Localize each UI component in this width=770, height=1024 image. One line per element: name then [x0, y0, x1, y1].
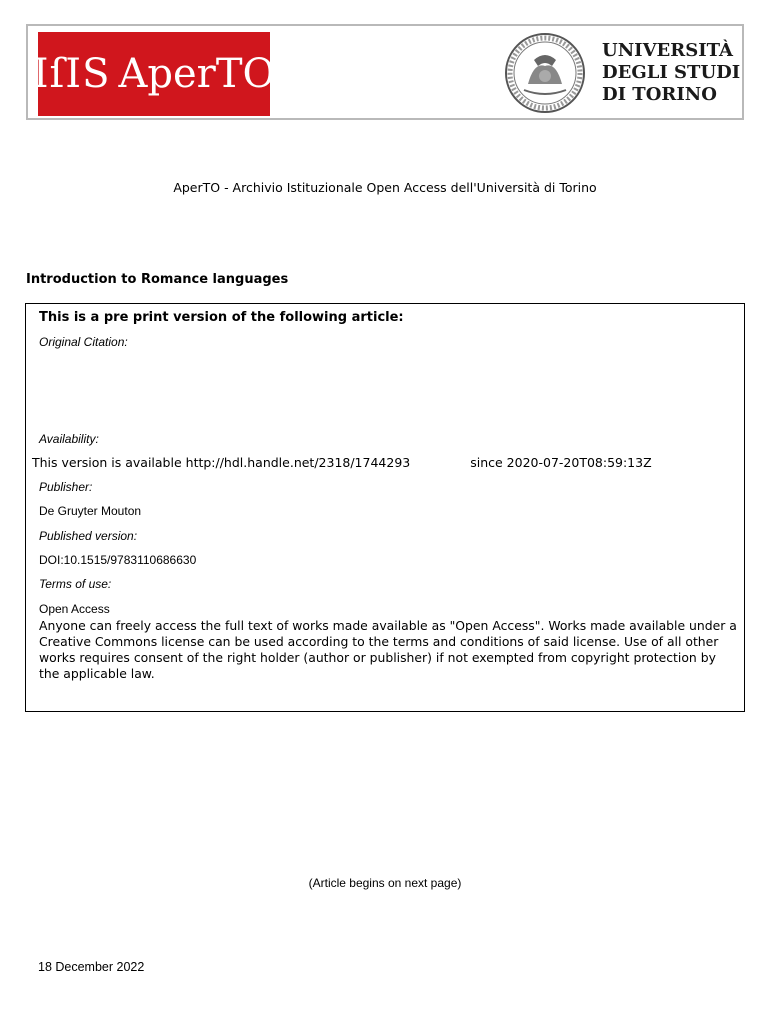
repository-title: AperTO - Archivio Istituzionale Open Access dell'Università di Torino	[173, 180, 597, 195]
terms-of-use-text: Anyone can freely access the full text of works made available as "Open Access". Works made available under a Creative Commons license can be used according to the terms and conditions of said license. Use of all other works requires consent of the right holder (author or publisher) if not exempted from copyright protection by the applicable law.	[39, 618, 737, 681]
availability-label: Availability:	[39, 432, 99, 446]
document-title: Introduction to Romance languages	[26, 272, 289, 287]
publisher-value: De Gruyter Mouton	[39, 504, 142, 518]
university-name	[602, 40, 740, 106]
university-name-line-3: DI TORINO	[602, 84, 717, 105]
published-version-doi[interactable]: DOI:10.1515/9783110686630	[39, 553, 197, 567]
article-info-box	[25, 303, 745, 712]
published-version-label: Published version:	[39, 529, 138, 543]
iris-logo-text: IſIS	[32, 51, 111, 97]
availability-since-value: 2020-07-20T08:59:13Z	[506, 455, 652, 470]
publisher-label: Publisher:	[39, 480, 93, 494]
preprint-note: This is a pre print version of the following article:	[39, 310, 404, 325]
footer-date: 18 December 2022	[38, 960, 145, 974]
terms-of-use-label: Terms of use:	[39, 577, 112, 591]
header-banner	[26, 24, 744, 120]
availability-prefix: This version is available	[32, 455, 182, 470]
aperto-logo-text: AperTO	[118, 51, 276, 97]
university-name-line-2: DEGLI STUDI	[602, 62, 741, 83]
availability-line	[32, 455, 652, 470]
terms-of-use-value: Open Access	[39, 602, 110, 616]
availability-url[interactable]: http://hdl.handle.net/2318/1744293	[185, 455, 411, 470]
availability-since-label: since	[470, 455, 503, 470]
original-citation-label: Original Citation:	[39, 335, 128, 349]
university-seal-icon	[504, 32, 586, 114]
article-begins-note: (Article begins on next page)	[308, 876, 462, 890]
university-name-line-1: UNIVERSITÀ	[602, 40, 734, 61]
iris-aperto-logo	[32, 32, 276, 116]
